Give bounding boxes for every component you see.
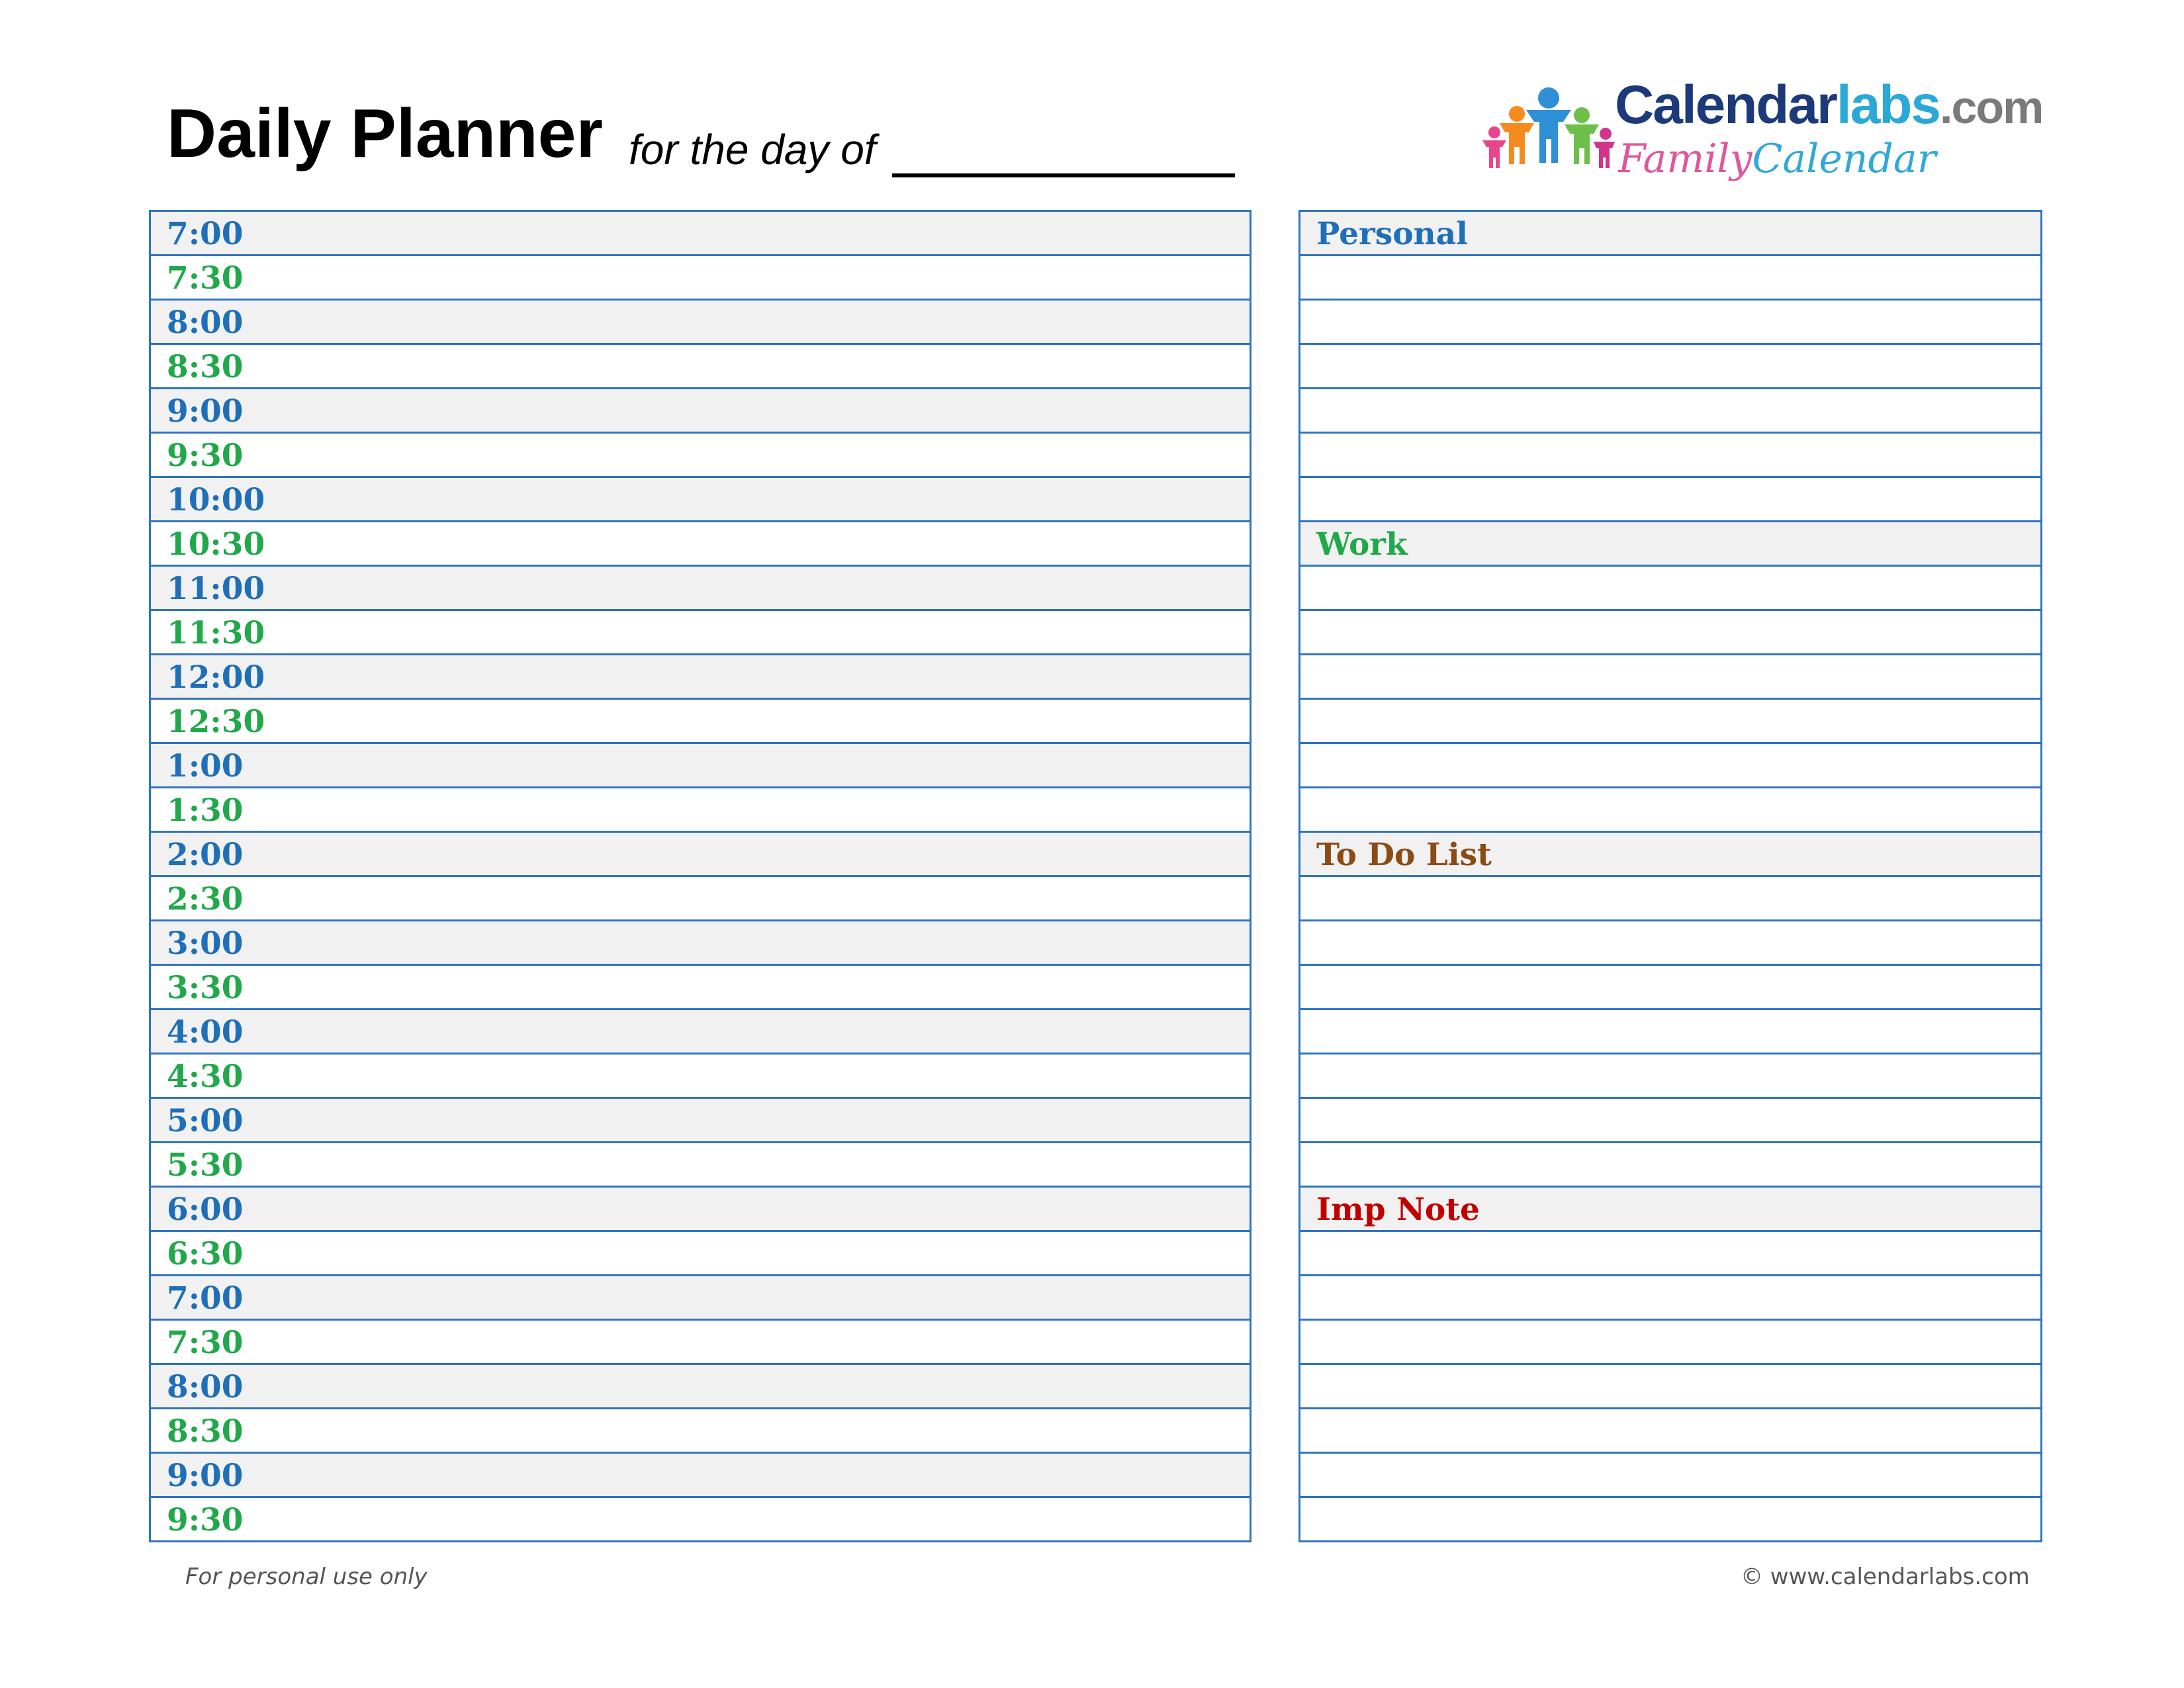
logo-tagline [1618,136,1936,182]
logo-word-com: .com [1940,81,2043,133]
schedule-table [149,210,1251,1542]
time-slot-row[interactable] [151,212,1250,256]
time-label: 12:00 [167,659,265,696]
time-label: 6:00 [167,1192,244,1228]
time-slot-row[interactable] [151,1232,1250,1276]
time-slot-row[interactable] [151,434,1250,478]
section-title: To Do List [1316,837,1492,873]
note-line[interactable] [1300,1365,2040,1409]
time-slot-row[interactable] [151,1321,1250,1365]
time-label: 7:00 [167,216,244,252]
note-line[interactable] [1300,744,2040,788]
time-slot-row[interactable] [151,921,1250,966]
time-label: 11:30 [167,615,265,651]
time-slot-row[interactable] [151,1099,1250,1143]
note-line[interactable] [1300,788,2040,833]
section-header-imp-note [1300,1188,2040,1232]
note-line[interactable] [1300,921,2040,966]
section-header-todo [1300,833,2040,877]
note-line[interactable] [1300,655,2040,700]
time-label: 4:30 [167,1058,244,1095]
time-slot-row[interactable] [151,522,1250,567]
logo-word-labs: labs [1836,75,1940,135]
note-line[interactable] [1300,1232,2040,1276]
time-label: 5:30 [167,1147,244,1184]
time-slot-row[interactable] [151,1365,1250,1409]
time-slot-row[interactable] [151,478,1250,522]
logo-wordmark [1615,75,2043,135]
note-line[interactable] [1300,966,2040,1010]
note-line[interactable] [1300,877,2040,921]
time-label: 2:00 [167,837,244,873]
note-line[interactable] [1300,1409,2040,1454]
time-slot-row[interactable] [151,389,1250,434]
note-line[interactable] [1300,1143,2040,1188]
time-slot-row[interactable] [151,788,1250,833]
time-label: 3:30 [167,970,244,1006]
time-slot-row[interactable] [151,700,1250,744]
note-line[interactable] [1300,434,2040,478]
note-line[interactable] [1300,611,2040,655]
time-label: 6:30 [167,1236,244,1272]
time-slot-row[interactable] [151,877,1250,921]
time-label: 8:00 [167,305,244,341]
note-line[interactable] [1300,1099,2040,1143]
footer-usage-note: For personal use only [185,1564,428,1590]
section-header-personal [1300,212,2040,256]
family-icon [1482,83,1615,176]
section-header-work [1300,522,2040,567]
note-line[interactable] [1300,1321,2040,1365]
time-label: 8:30 [167,1413,244,1450]
time-label: 5:00 [167,1103,244,1139]
time-label: 12:30 [167,704,265,740]
time-slot-row[interactable] [151,1143,1250,1188]
time-slot-row[interactable] [151,1498,1250,1540]
time-slot-row[interactable] [151,611,1250,655]
page-subtitle: for the day of [629,126,876,173]
time-label: 1:00 [167,748,244,784]
time-slot-row[interactable] [151,833,1250,877]
note-line[interactable] [1300,1055,2040,1099]
time-label: 9:30 [167,438,244,474]
note-line[interactable] [1300,478,2040,522]
calendarlabs-logo [1482,75,2043,191]
logo-tagline-calendar: Calendar [1752,136,1936,182]
time-slot-row[interactable] [151,1276,1250,1321]
time-slot-row[interactable] [151,301,1250,345]
time-label: 8:00 [167,1369,244,1405]
time-label: 1:30 [167,792,244,829]
note-line[interactable] [1300,389,2040,434]
note-line[interactable] [1300,1454,2040,1498]
time-slot-row[interactable] [151,1409,1250,1454]
page-title: Daily Planner [167,95,603,172]
time-slot-row[interactable] [151,1055,1250,1099]
note-line[interactable] [1300,345,2040,389]
time-slot-row[interactable] [151,655,1250,700]
time-slot-row[interactable] [151,1454,1250,1498]
time-label: 10:00 [167,482,265,518]
time-label: 2:30 [167,881,244,917]
note-line[interactable] [1300,567,2040,611]
footer-copyright[interactable]: © www.calendarlabs.com [1741,1564,2030,1590]
time-label: 9:00 [167,393,244,430]
section-title: Personal [1316,216,1469,252]
note-line[interactable] [1300,301,2040,345]
note-line[interactable] [1300,1276,2040,1321]
section-title: Work [1316,526,1408,563]
time-label: 11:00 [167,571,265,607]
notes-table [1298,210,2042,1542]
time-label: 9:30 [167,1502,244,1538]
logo-tagline-family: Family [1618,136,1752,182]
time-label: 9:00 [167,1458,244,1494]
time-label: 3:00 [167,925,244,962]
time-slot-row[interactable] [151,1188,1250,1232]
time-slot-row[interactable] [151,256,1250,301]
time-label: 10:30 [167,526,265,563]
time-slot-row[interactable] [151,744,1250,788]
section-title: Imp Note [1316,1192,1480,1228]
time-slot-row[interactable] [151,345,1250,389]
time-slot-row[interactable] [151,966,1250,1010]
time-label: 7:30 [167,260,244,297]
time-label: 7:30 [167,1325,244,1361]
time-slot-row[interactable] [151,1010,1250,1055]
note-line[interactable] [1300,1010,2040,1055]
date-fill-line[interactable] [892,173,1235,177]
logo-word-calendar: Calendar [1615,75,1837,135]
note-line[interactable] [1300,1498,2040,1540]
time-slot-row[interactable] [151,567,1250,611]
time-label: 8:30 [167,349,244,385]
note-line[interactable] [1300,256,2040,301]
time-label: 7:00 [167,1280,244,1317]
time-label: 4:00 [167,1014,244,1051]
note-line[interactable] [1300,700,2040,744]
